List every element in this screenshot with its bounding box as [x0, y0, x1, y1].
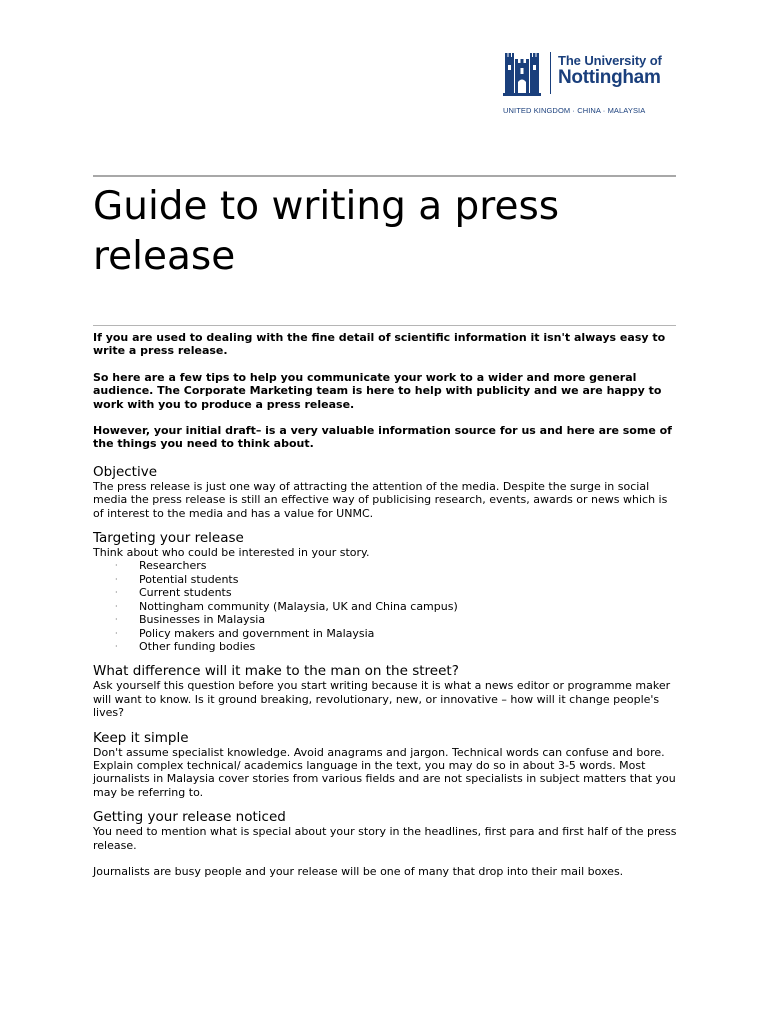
- list-item: [93, 640, 678, 653]
- list-item-text: Nottingham community (Malaysia, UK and China campus): [139, 599, 458, 613]
- list-item-text: Potential students: [139, 572, 239, 586]
- list-item-text: Policy makers and government in Malaysia: [139, 626, 375, 640]
- list-item-text: Current students: [139, 586, 232, 600]
- section-heading-simple: Keep it simple: [93, 729, 189, 746]
- bullet-icon: ·: [115, 601, 118, 611]
- document-title: Guide to writing a press release: [93, 184, 560, 279]
- intro-paragraph: However, your initial draft– is a very valuable information source for us and here are some of the things you need to think about.: [93, 424, 672, 451]
- section-text-targeting: Think about who could be interested in your story.: [93, 546, 370, 560]
- castle-crest-icon: [503, 49, 541, 97]
- section-heading-objective: Objective: [93, 463, 158, 480]
- audience-list: [93, 559, 678, 653]
- logo-text-line2: Nottingham: [558, 67, 661, 88]
- list-item-text: Other funding bodies: [139, 639, 256, 653]
- section-text-simple-1: Don't assume specialist knowledge. Avoid anagrams and jargon. Technical words can confuse and bore.: [93, 745, 665, 759]
- section-text-difference: Ask yourself this question before you start writing because it is what a news editor or programme maker will want to know. Is it ground breaking, revolutionary, new, or innovative – how will it change people's lives?: [93, 679, 671, 720]
- list-item: [93, 586, 678, 599]
- logo-divider: [550, 52, 551, 94]
- list-item-text: Researchers: [139, 559, 207, 573]
- list-item: [93, 613, 678, 626]
- section-heading-targeting: Targeting your release: [93, 530, 244, 547]
- logo-tagline: UNITED KINGDOM · CHINA · MALAYSIA: [503, 106, 646, 115]
- intro-paragraph: So here are a few tips to help you communicate your work to a wider and more general audience. The Corporate Marketing team is here to help with publicity and we are happy to work with you to produce a press release.: [93, 370, 662, 411]
- section-heading-difference: What difference will it make to the man on the street?: [93, 663, 459, 680]
- bullet-icon: ·: [115, 641, 118, 651]
- bullet-icon: ·: [115, 561, 118, 571]
- section-heading-noticed: Getting your release noticed: [93, 809, 286, 826]
- title-top-rule: [93, 175, 676, 177]
- bullet-icon: ·: [115, 588, 118, 598]
- list-item: [93, 600, 678, 613]
- list-item-text: Businesses in Malaysia: [139, 613, 266, 627]
- section-text-noticed-2: Journalists are busy people and your release will be one of many that drop into their mail boxes.: [93, 864, 624, 878]
- bullet-icon: ·: [115, 574, 118, 584]
- logo-text-line1: The University of: [558, 53, 662, 68]
- list-item: [93, 573, 678, 586]
- section-text-noticed-1: You need to mention what is special about your story in the headlines, first para and first half of the press release.: [93, 825, 677, 852]
- section-text-simple-2: Explain complex technical/ academics language in the text, you may do so in about 3-5 words. Most journalists in Malaysia cover stories from various fields and are not specialists in subject matters that you may be referring to.: [93, 758, 676, 799]
- list-item: [93, 559, 678, 572]
- title-bottom-rule: [93, 325, 676, 326]
- bullet-icon: ·: [115, 628, 118, 638]
- section-text-objective: The press release is just one way of attracting the attention of the media. Despite the surge in social media the press release is still an effective way of publicising research, events, awards or news which is of interest to the media and has a value for UNMC.: [93, 479, 668, 520]
- document-body: [93, 331, 678, 878]
- list-item: [93, 627, 678, 640]
- university-logo: [503, 49, 673, 119]
- bullet-icon: ·: [115, 615, 118, 625]
- intro-paragraph: If you are used to dealing with the fine detail of scientific information it isn't always easy to write a press release.: [93, 331, 666, 358]
